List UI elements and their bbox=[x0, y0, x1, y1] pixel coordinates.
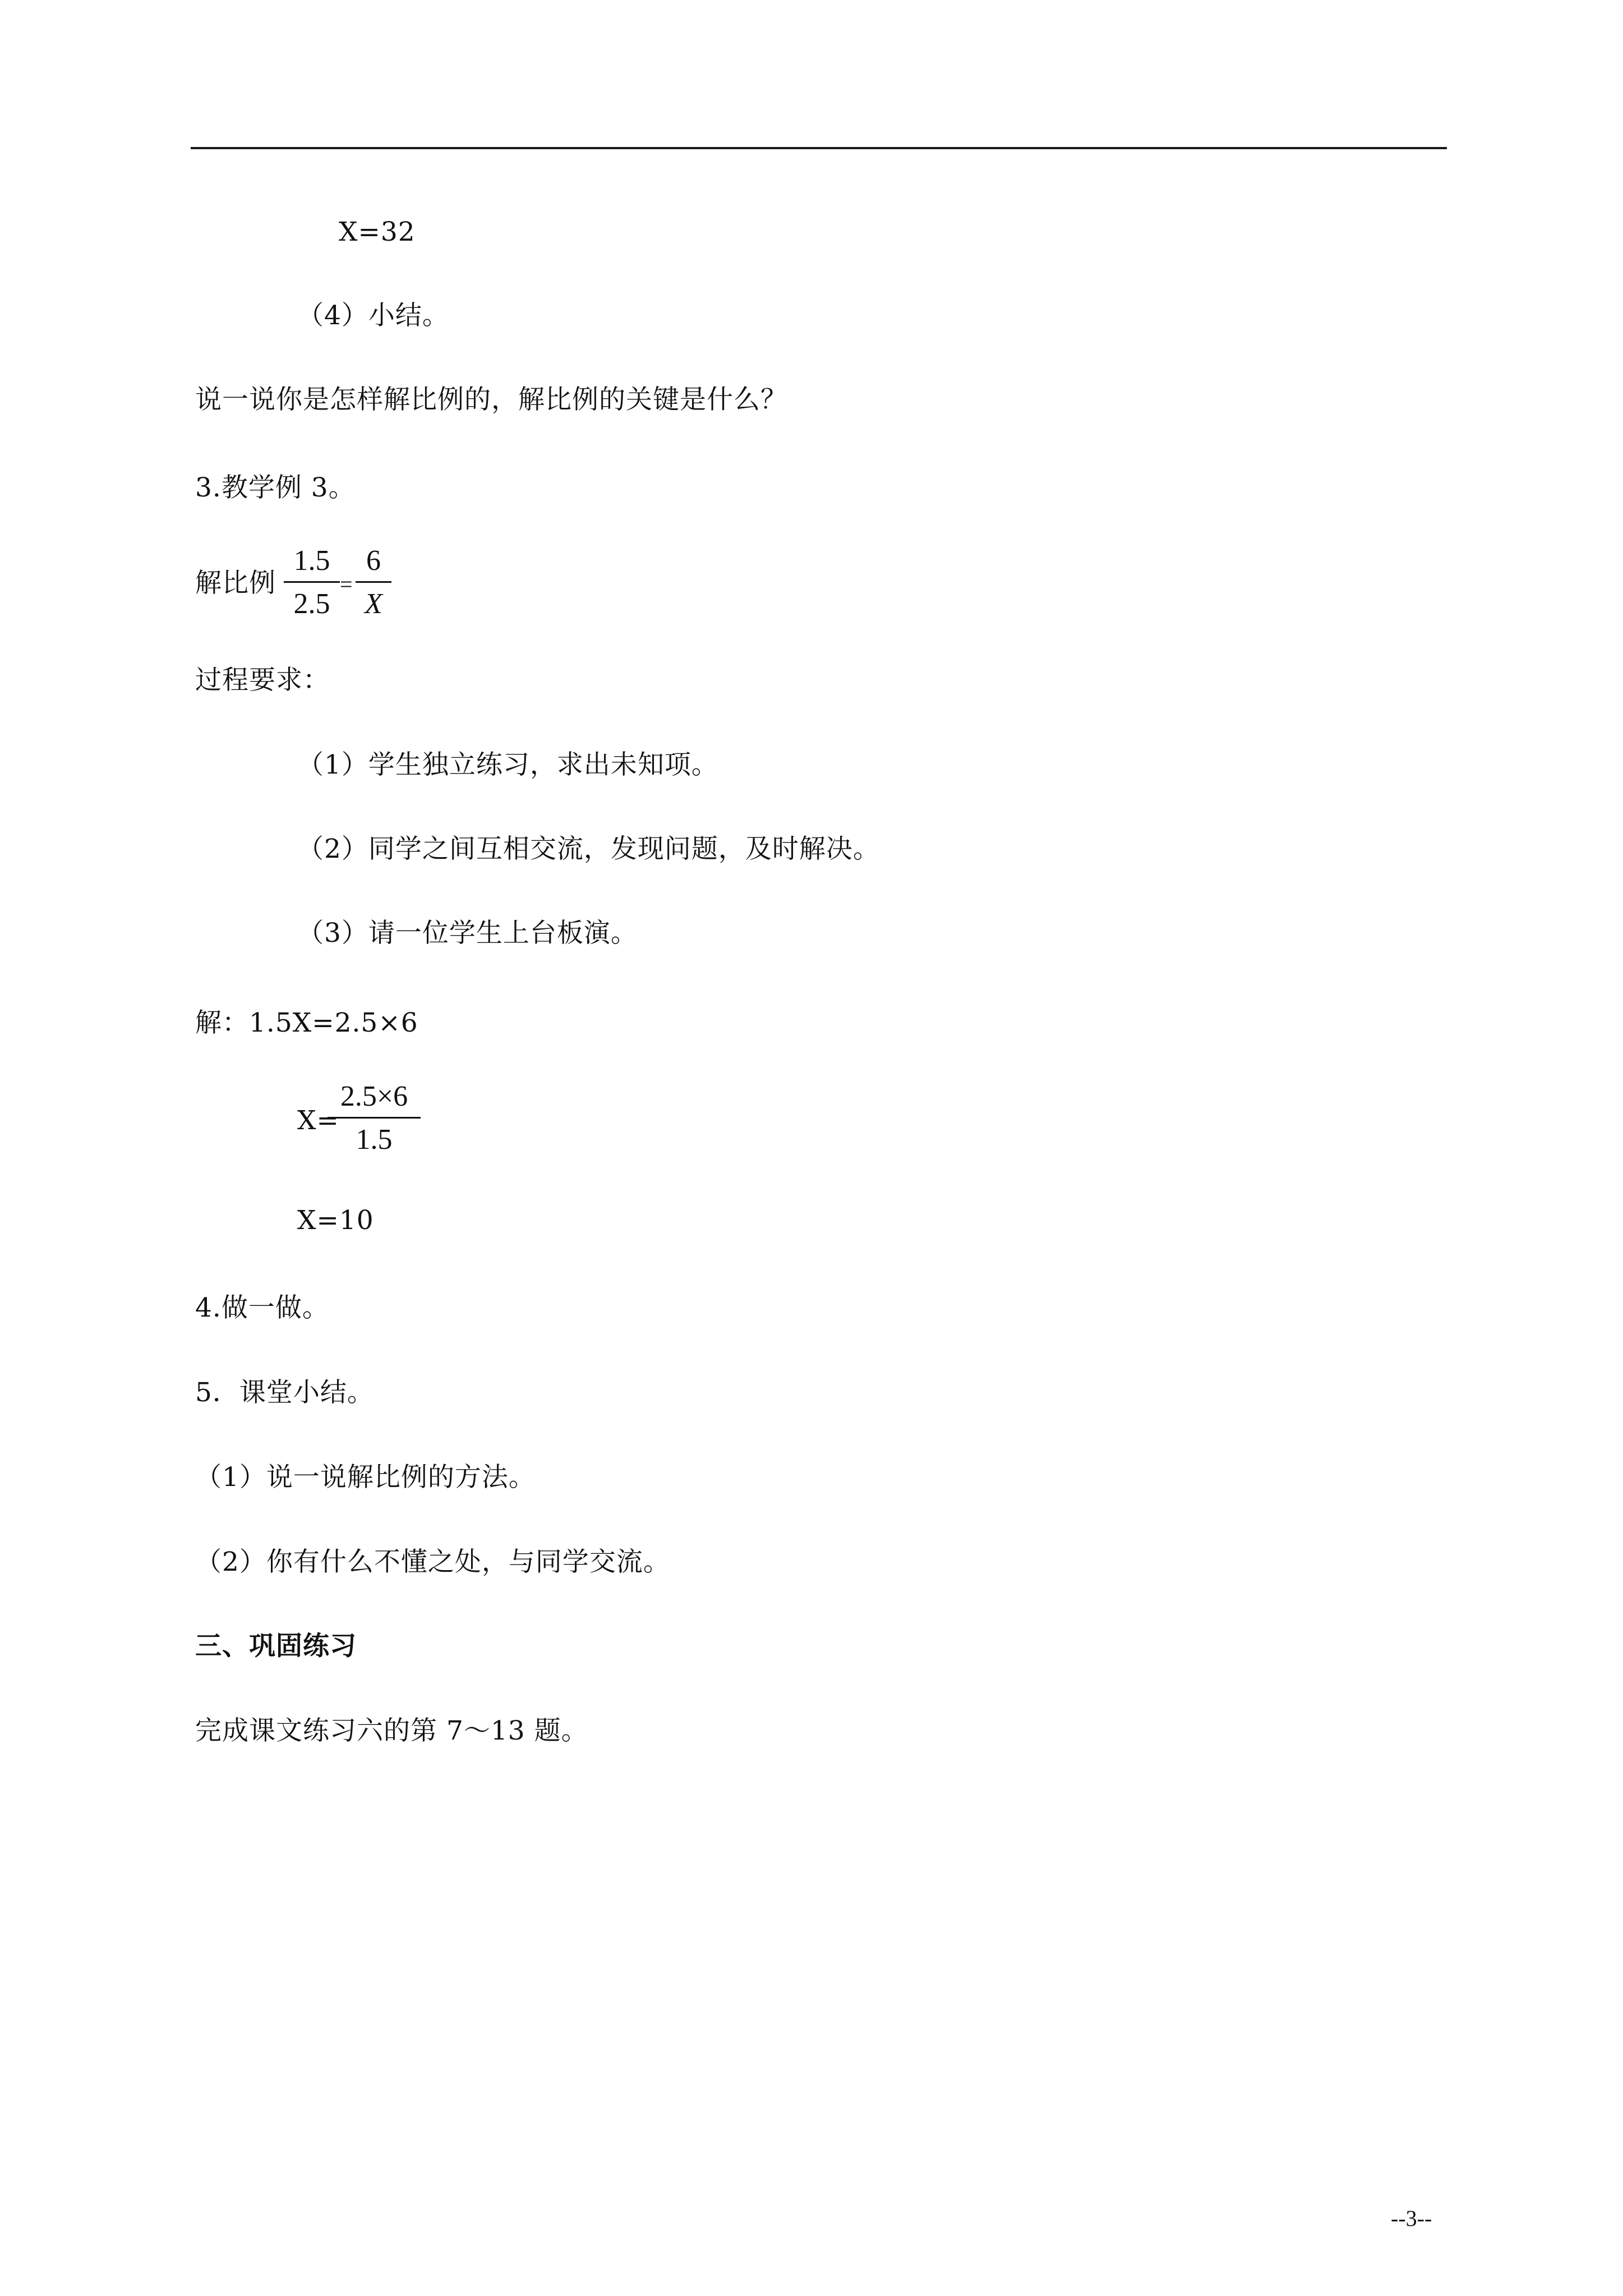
page-number: --3-- bbox=[1391, 2206, 1432, 2231]
solve-proportion-label: 解比例 bbox=[195, 568, 276, 599]
summary-step-4: （4）小结。 bbox=[297, 300, 449, 331]
right-numerator: 6 bbox=[366, 545, 381, 577]
example-3-heading: 3.教学例 3。 bbox=[195, 472, 356, 503]
proportion-right-fraction bbox=[356, 544, 391, 621]
equation-x-32: X=32 bbox=[339, 217, 416, 247]
requirement-1: （1）学生独立练习，求出未知项。 bbox=[297, 749, 718, 780]
exercise-instruction: 完成课文练习六的第 7～13 题。 bbox=[195, 1715, 588, 1746]
equation-x-10: X=10 bbox=[297, 1205, 374, 1236]
summary-question-2: （2）你有什么不懂之处，与同学交流。 bbox=[195, 1547, 670, 1577]
solution-fraction bbox=[328, 1080, 421, 1157]
question-text: 说一说你是怎样解比例的，解比例的关键是什么？ bbox=[195, 384, 787, 415]
right-fraction-bar bbox=[356, 581, 391, 583]
left-denominator: 2.5 bbox=[293, 588, 330, 620]
section-3-heading: 三、巩固练习 bbox=[195, 1631, 357, 1662]
solution-denominator: 1.5 bbox=[356, 1124, 393, 1156]
do-it-heading: 4.做一做。 bbox=[195, 1292, 329, 1323]
requirement-2: （2）同学之间互相交流，发现问题，及时解决。 bbox=[297, 834, 880, 864]
proportion-equals: = bbox=[340, 572, 353, 597]
summary-question-1: （1）说一说解比例的方法。 bbox=[195, 1462, 536, 1493]
solution-fraction-bar bbox=[328, 1117, 421, 1119]
header-rule bbox=[191, 147, 1447, 149]
process-requirements-heading: 过程要求： bbox=[195, 665, 330, 696]
solution-line-1: 解：1.5X=2.5×6 bbox=[195, 1007, 418, 1038]
proportion-left-fraction bbox=[284, 544, 340, 621]
requirement-3: （3）请一位学生上台板演。 bbox=[297, 918, 638, 949]
right-denominator: X bbox=[365, 588, 382, 620]
class-summary-heading: 5．课堂小结。 bbox=[195, 1377, 374, 1408]
left-numerator: 1.5 bbox=[293, 545, 330, 577]
left-fraction-bar bbox=[284, 581, 340, 583]
solution-numerator: 2.5×6 bbox=[340, 1080, 408, 1112]
solution-x-equals: X= bbox=[297, 1105, 339, 1136]
